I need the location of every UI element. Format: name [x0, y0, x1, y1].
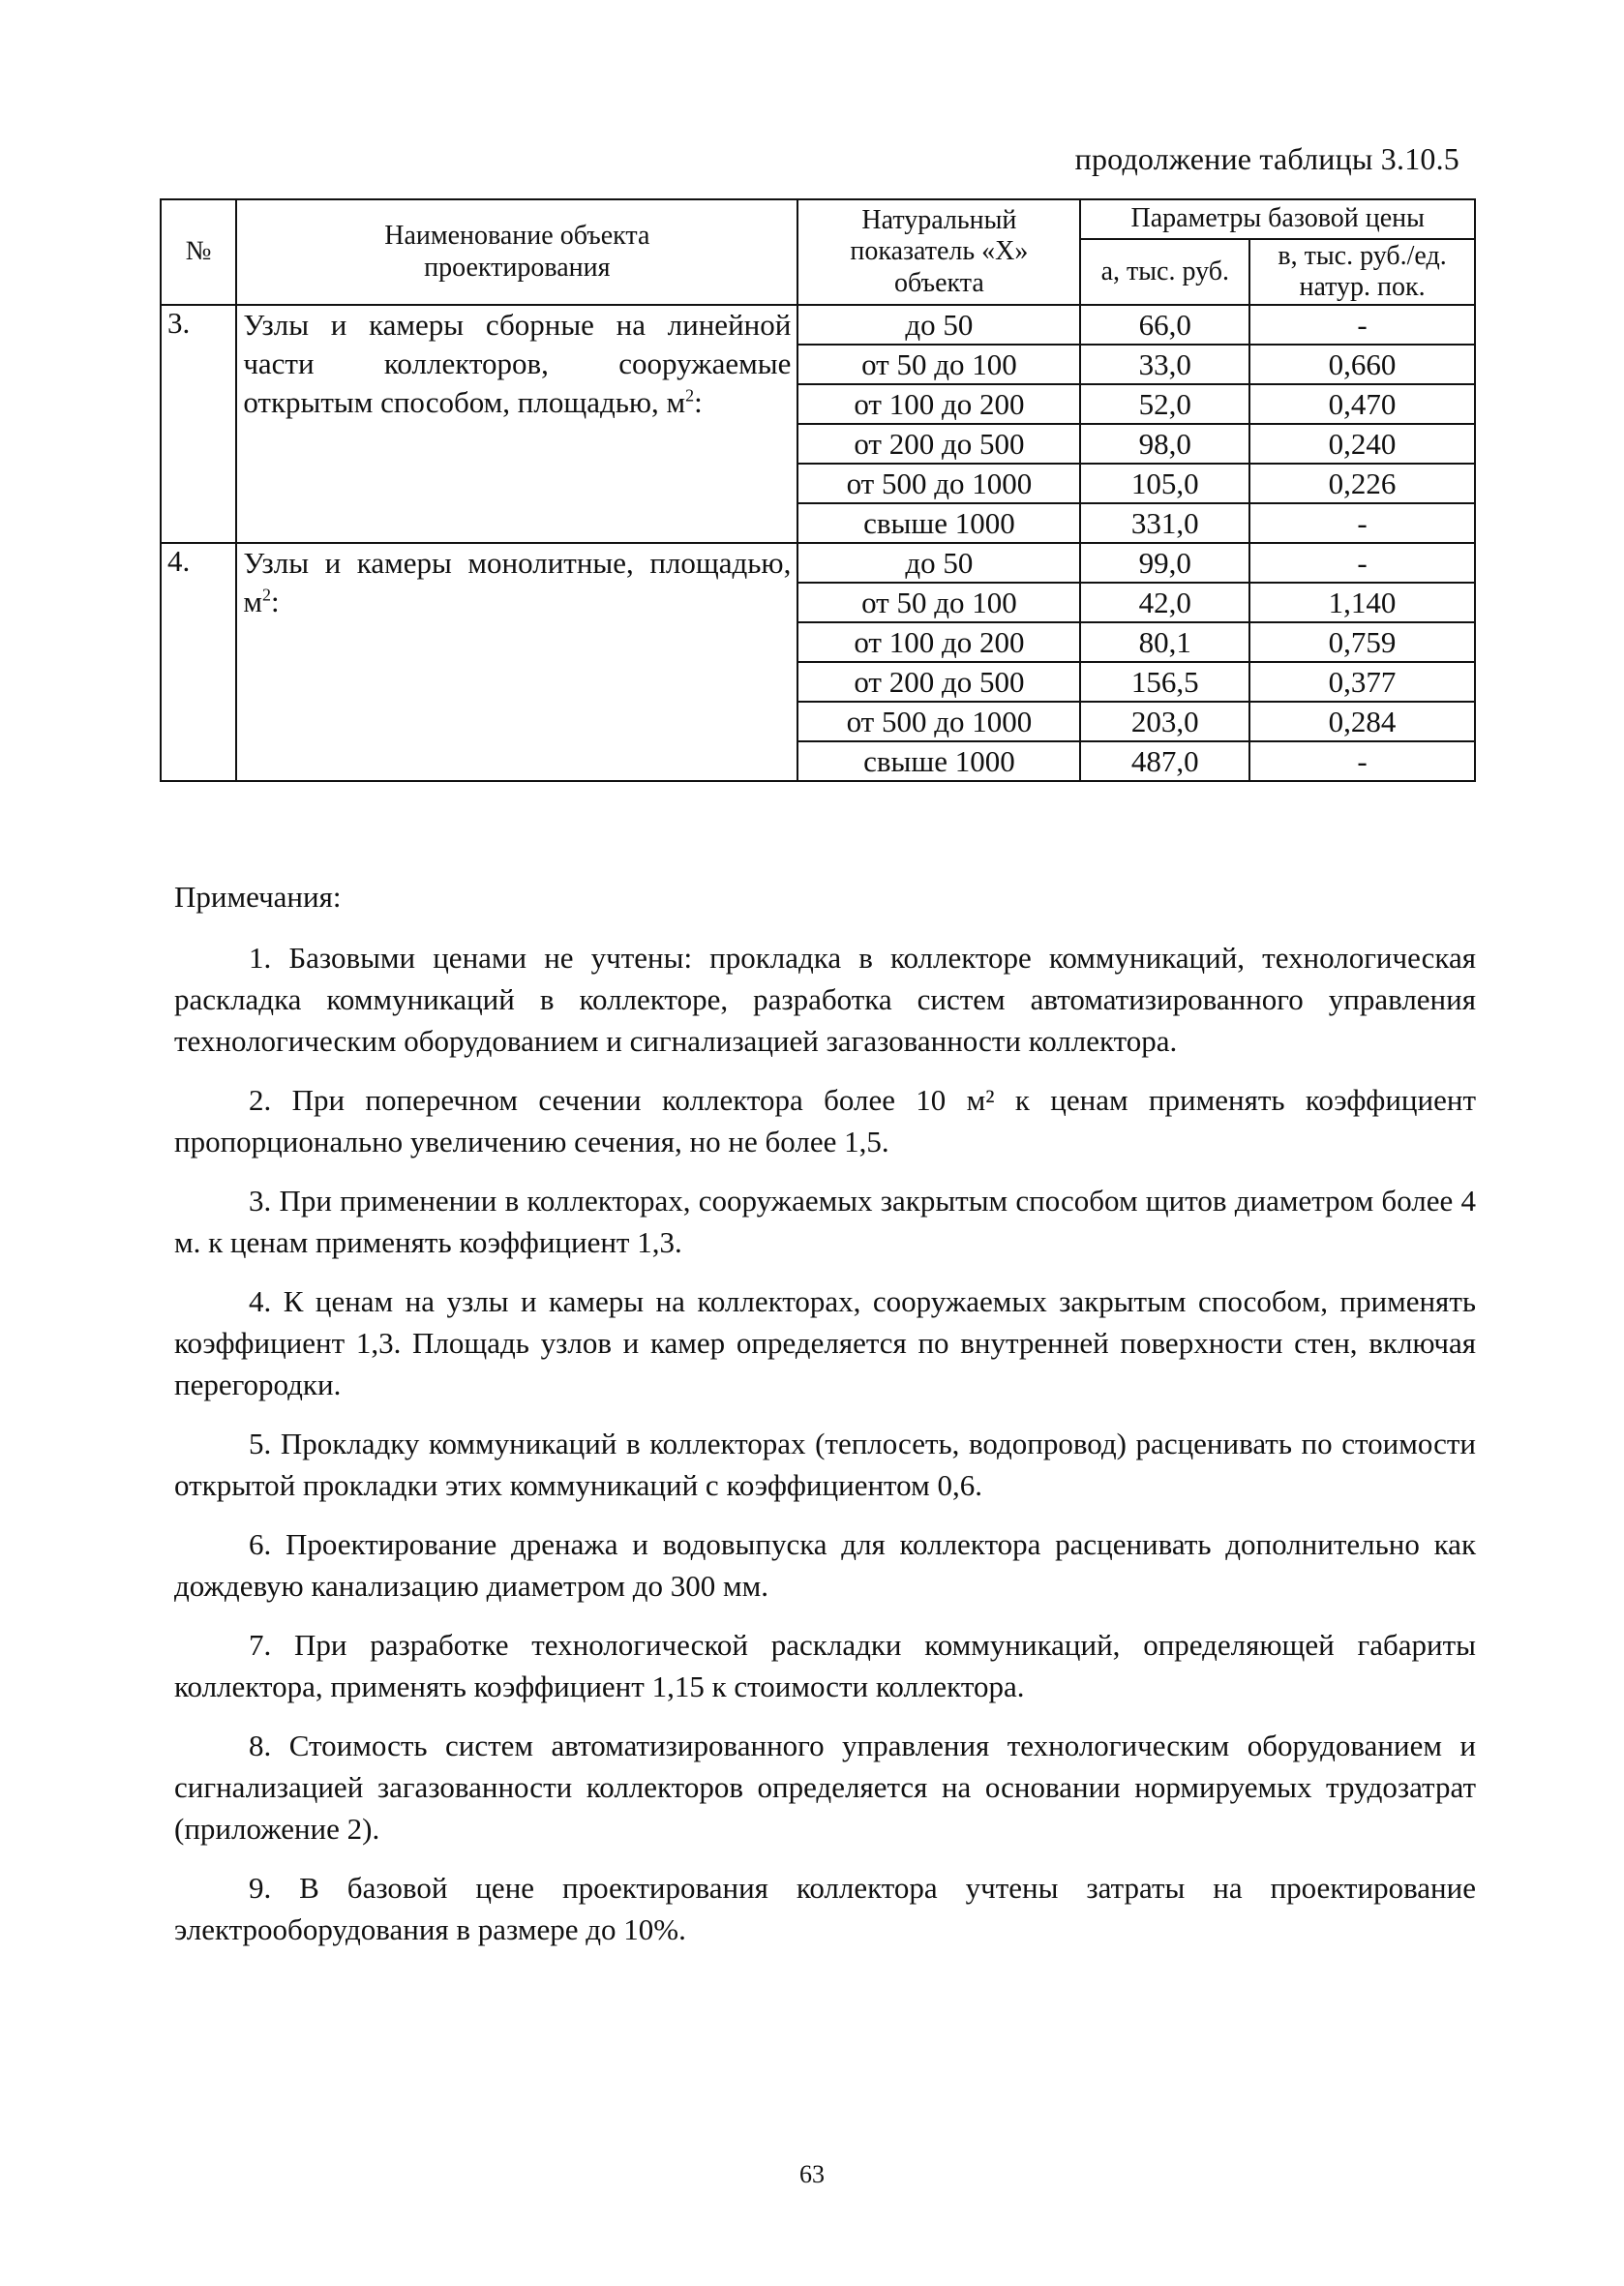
range-cell: свыше 1000: [797, 503, 1080, 543]
notes-list: [174, 937, 1476, 1950]
price-a-cell: 33,0: [1080, 345, 1249, 384]
table-row: [161, 543, 1475, 583]
price-b-cell: 0,240: [1249, 424, 1475, 464]
notes-title: Примечания:: [174, 880, 342, 914]
price-a-cell: 42,0: [1080, 583, 1249, 622]
header-params: Параметры базовой цены: [1080, 199, 1475, 239]
object-name-text: Узлы и камеры сборные на линейной части коллекторов, сооружаемые открытым способом, площадью, м: [243, 308, 792, 419]
notes-section: [174, 876, 1476, 1968]
range-cell: свыше 1000: [797, 741, 1080, 781]
object-name-text: Узлы и камеры монолитные, площадью, м: [243, 546, 792, 618]
price-a-cell: 80,1: [1080, 622, 1249, 662]
price-b-cell: 0,660: [1249, 345, 1475, 384]
range-cell: от 100 до 200: [797, 622, 1080, 662]
header-name: Наименование объекта проектирования: [236, 199, 797, 305]
range-cell: от 500 до 1000: [797, 702, 1080, 741]
price-a-cell: 52,0: [1080, 384, 1249, 424]
price-a-cell: 156,5: [1080, 662, 1249, 702]
note-item: 1. Базовыми ценами не учтены: прокладка в коллекторе коммуникаций, технологическая раскладка коммуникаций в коллекторе, разработка систем автоматизированного управления технологическим оборудованием и сигнализацией загазованности коллектора.: [174, 941, 1476, 1058]
price-table: [160, 198, 1476, 782]
note-item: 2. При поперечном сечении коллектора более 10 м² к ценам применять коэффициент пропорционально увеличению сечения, но не более 1,5.: [174, 1083, 1476, 1158]
price-a-cell: 99,0: [1080, 543, 1249, 583]
price-b-cell: 0,226: [1249, 464, 1475, 503]
object-name: [236, 305, 797, 543]
price-b-cell: -: [1249, 741, 1475, 781]
note-item: 9. В базовой цене проектирования коллектора учтены затраты на проектирование электрооборудования в размере до 10%.: [174, 1871, 1476, 1946]
price-a-cell: 203,0: [1080, 702, 1249, 741]
unit-tail: :: [694, 385, 703, 419]
note-item: 5. Прокладку коммуникаций в коллекторах (теплосеть, водопровод) расценивать по стоимости открытой прокладки этих коммуникаций с коэффициентом 0,6.: [174, 1427, 1476, 1502]
price-b-cell: 0,470: [1249, 384, 1475, 424]
price-b-cell: 1,140: [1249, 583, 1475, 622]
price-b-cell: -: [1249, 305, 1475, 345]
range-cell: до 50: [797, 543, 1080, 583]
table-row: [161, 305, 1475, 345]
price-a-cell: 98,0: [1080, 424, 1249, 464]
header-indicator: Натуральный показатель «Х» объекта: [797, 199, 1080, 305]
price-b-cell: -: [1249, 503, 1475, 543]
price-a-cell: 487,0: [1080, 741, 1249, 781]
header-num: №: [161, 199, 236, 305]
table-caption: продолжение таблицы 3.10.5: [1074, 141, 1459, 176]
note-item: 6. Проектирование дренажа и водовыпуска для коллектора расценивать дополнительно как дождевую канализацию диаметром до 300 мм.: [174, 1527, 1476, 1603]
range-cell: от 50 до 100: [797, 345, 1080, 384]
price-a-cell: 105,0: [1080, 464, 1249, 503]
price-a-cell: 66,0: [1080, 305, 1249, 345]
range-cell: от 500 до 1000: [797, 464, 1080, 503]
price-b-cell: 0,377: [1249, 662, 1475, 702]
price-b-cell: 0,284: [1249, 702, 1475, 741]
range-cell: от 50 до 100: [797, 583, 1080, 622]
row-number: 3.: [161, 305, 236, 543]
unit-tail: :: [270, 585, 280, 618]
object-name: [236, 543, 797, 781]
price-a-cell: 331,0: [1080, 503, 1249, 543]
note-item: 7. При разработке технологической раскладки коммуникаций, определяющей габариты коллектора, применять коэффициент 1,15 к стоимости коллектора.: [174, 1628, 1476, 1703]
note-item: 4. К ценам на узлы и камеры на коллекторах, сооружаемых закрытым способом, применять коэффициент 1,3. Площадь узлов и камер определяется по внутренней поверхности стен, включая перегородки.: [174, 1284, 1476, 1401]
note-item: 3. При применении в коллекторах, сооружаемых закрытым способом щитов диаметром более 4 м. к ценам применять коэффициент 1,3.: [174, 1184, 1476, 1259]
page-number: 63: [799, 2160, 825, 2188]
header-b: в, тыс. руб./ед. натур. пок.: [1249, 239, 1475, 305]
note-item: 8. Стоимость систем автоматизированного управления технологическим оборудованием и сигнализацией загазованности коллекторов определяется на основании нормируемых трудозатрат (приложение 2).: [174, 1729, 1476, 1846]
unit-superscript: 2: [261, 585, 271, 605]
range-cell: до 50: [797, 305, 1080, 345]
table-body: [161, 305, 1475, 781]
range-cell: от 200 до 500: [797, 424, 1080, 464]
price-b-cell: -: [1249, 543, 1475, 583]
unit-superscript: 2: [685, 385, 695, 406]
range-cell: от 200 до 500: [797, 662, 1080, 702]
price-b-cell: 0,759: [1249, 622, 1475, 662]
range-cell: от 100 до 200: [797, 384, 1080, 424]
header-a: а, тыс. руб.: [1080, 239, 1249, 305]
row-number: 4.: [161, 543, 236, 781]
